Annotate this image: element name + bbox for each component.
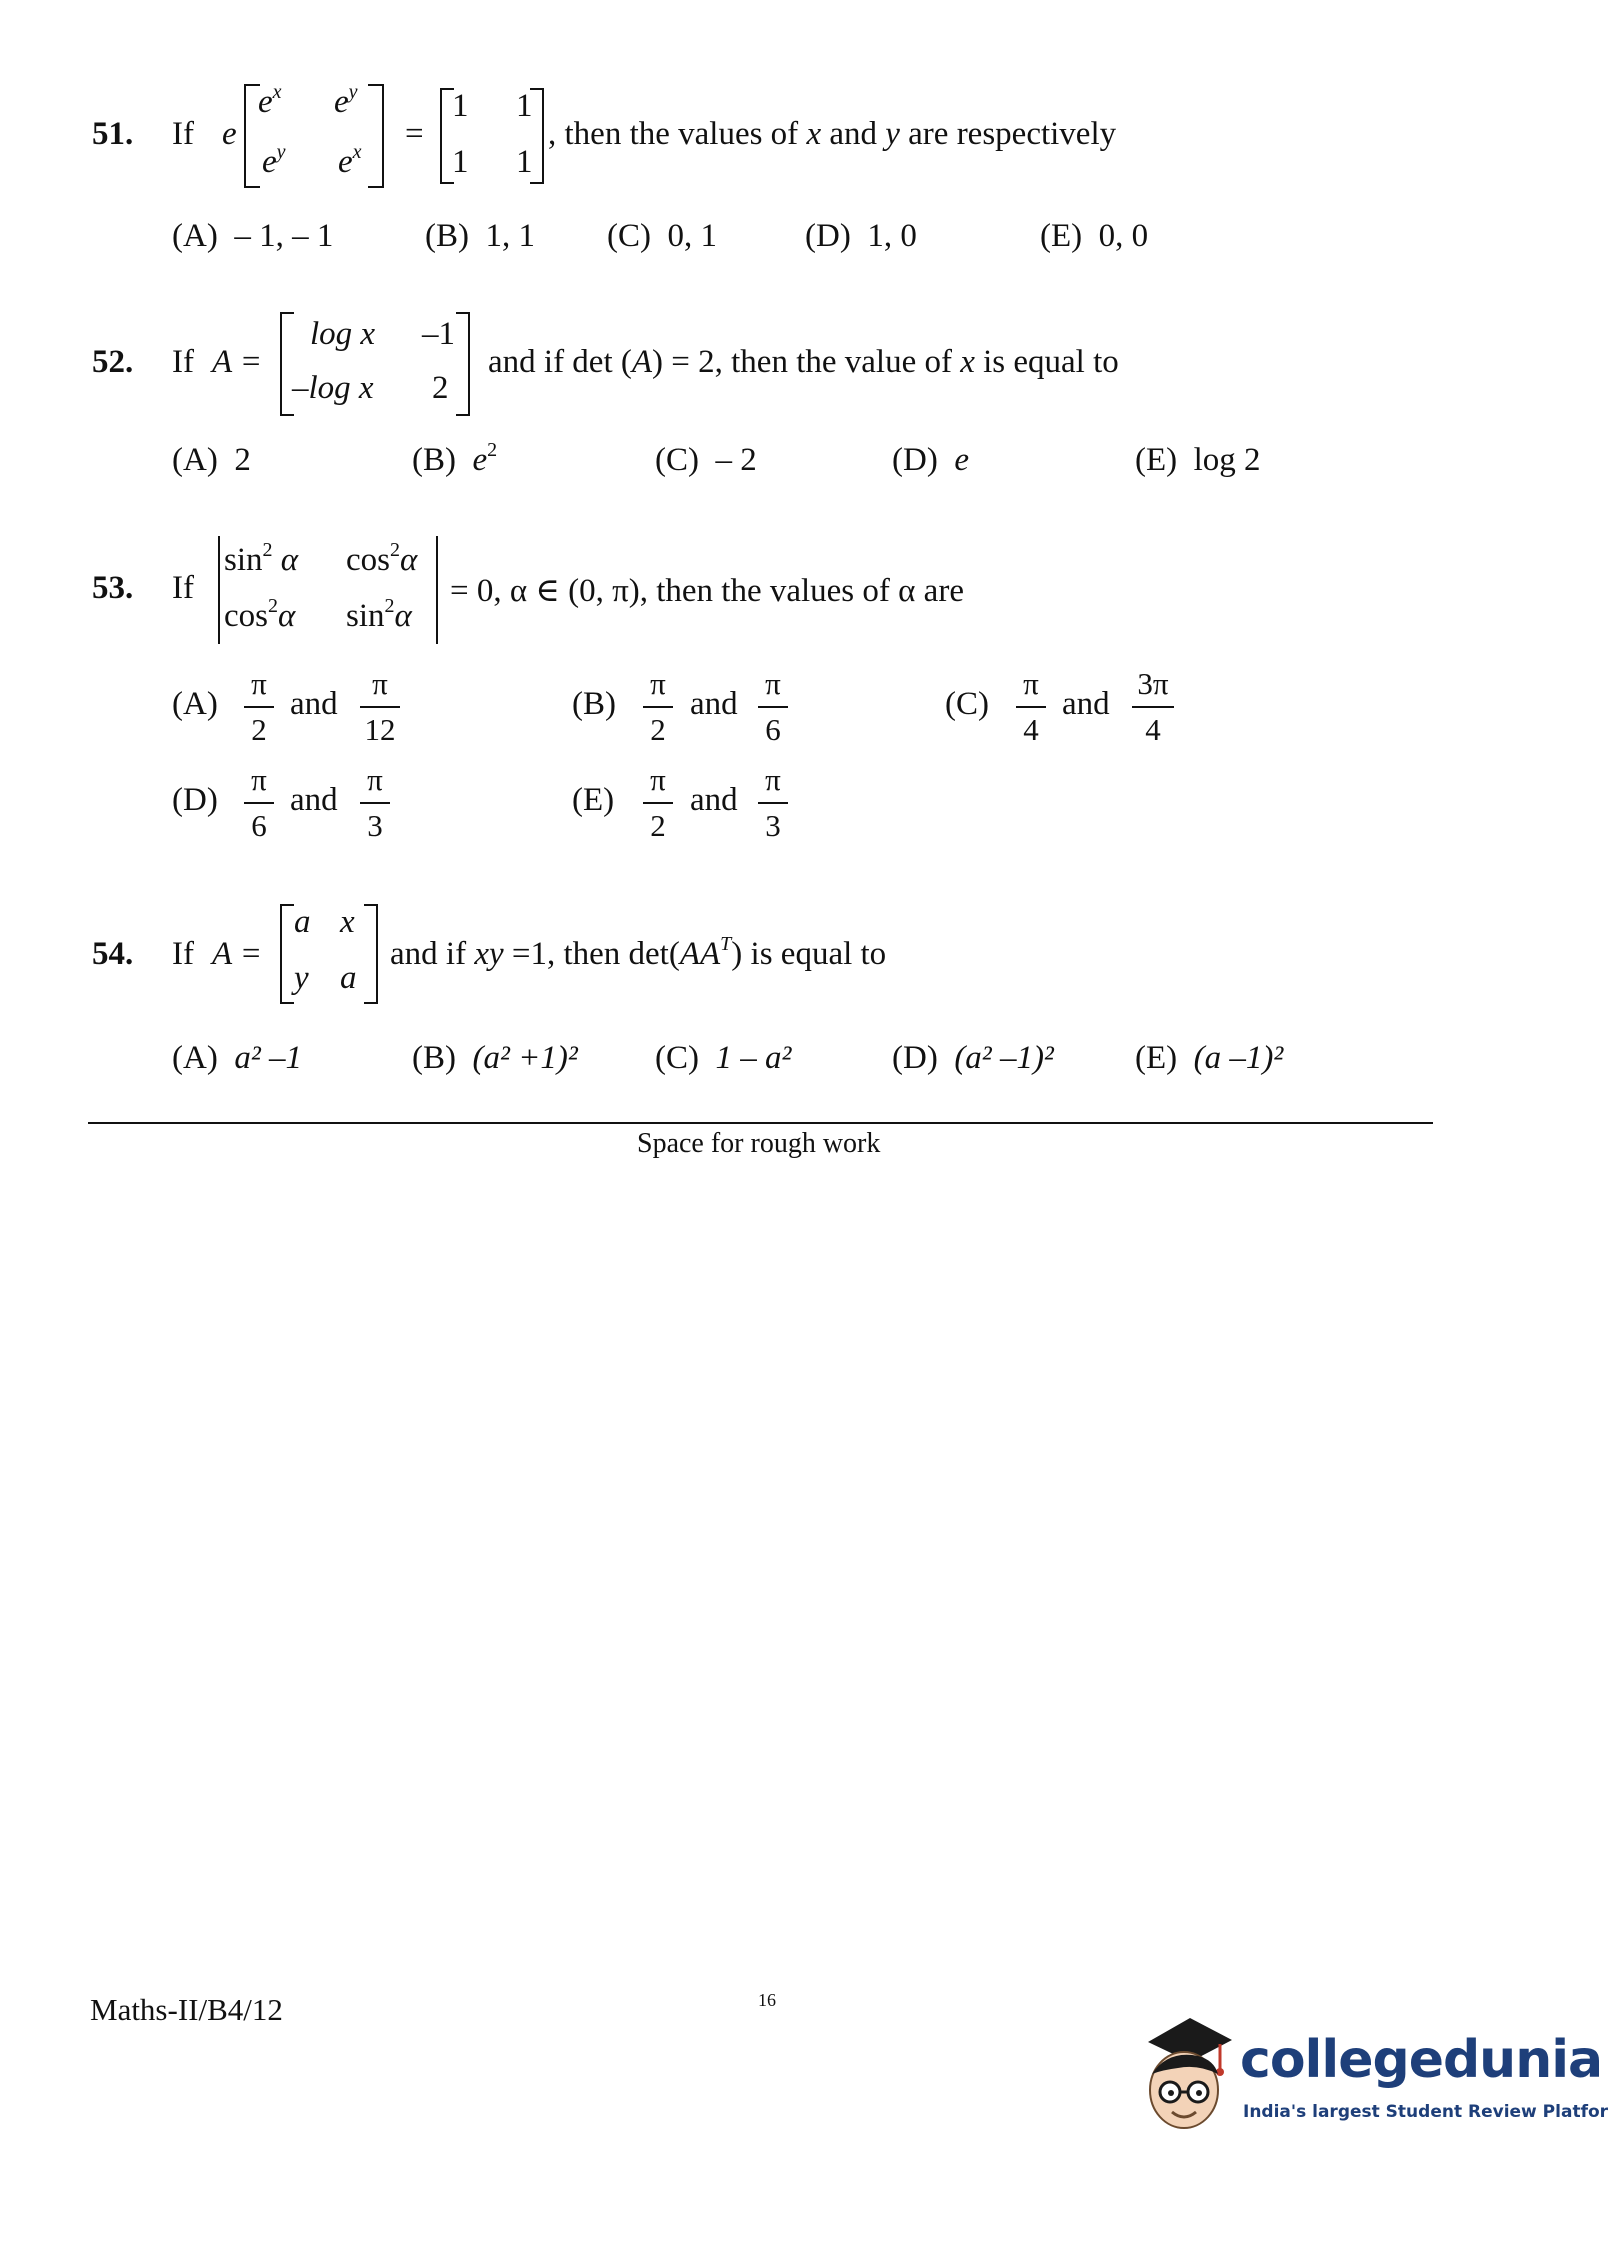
q51-option-c[interactable]: (C) 0, 1: [607, 218, 717, 254]
q54-option-e[interactable]: (E) (a –1)²: [1135, 1040, 1284, 1076]
logo-wordmark: collegedunia: [1240, 2030, 1603, 2090]
q53-stem: = 0, α ∈ (0, π), then the values of α are: [450, 573, 964, 609]
q54-option-c[interactable]: (C) 1 – a²: [655, 1040, 792, 1076]
q51-option-d[interactable]: (D) 1, 0: [805, 218, 917, 254]
q52-A-eq: A =: [212, 344, 263, 380]
q52-option-d[interactable]: (D) e: [892, 442, 969, 478]
logo-tagline: India's largest Student Review Platfor: [1243, 2102, 1608, 2122]
q52-option-c[interactable]: (C) – 2: [655, 442, 757, 478]
q51-if: If: [172, 116, 194, 152]
q51-number: 51.: [92, 116, 134, 152]
page-number: 16: [758, 1990, 776, 2010]
q51-e: e: [222, 116, 237, 152]
q52-option-e[interactable]: (E) log 2: [1135, 442, 1261, 478]
q53-if: If: [172, 570, 194, 606]
q54-number: 54.: [92, 936, 134, 972]
q52-option-b[interactable]: (B) $e^2$: [412, 439, 498, 478]
q52-number: 52.: [92, 344, 134, 380]
mascot-icon: [1128, 2010, 1240, 2140]
q52-option-a[interactable]: (A) 2: [172, 442, 251, 478]
rough-work-label: Space for rough work: [637, 1128, 881, 1159]
q54-stem: and if xy =1, then $\det(AA^T)$ is equal to: [390, 933, 887, 972]
q53-number: 53.: [92, 570, 134, 606]
q54-if: If: [172, 936, 194, 972]
q54-option-a[interactable]: (A) a² –1: [172, 1040, 302, 1076]
q52-if: If: [172, 344, 194, 380]
q51-option-a[interactable]: (A) – 1, – 1: [172, 218, 334, 254]
q54-option-b[interactable]: (B) (a² +1)²: [412, 1040, 578, 1076]
paper-code: Maths-II/B4/12: [90, 1992, 283, 2027]
q51-stem: , then the values of x and y are respectively: [548, 116, 1117, 152]
q51-equals: =: [405, 116, 424, 152]
q52-stem: and if det (A) = 2, then the value of x is equal to: [488, 344, 1119, 380]
q54-A-eq: A =: [212, 936, 263, 972]
divider-line: [88, 1122, 1433, 1124]
q51-option-b[interactable]: (B) 1, 1: [425, 218, 535, 254]
q51-option-e[interactable]: (E) 0, 0: [1040, 218, 1149, 254]
q54-option-d[interactable]: (D) (a² –1)²: [892, 1040, 1054, 1076]
